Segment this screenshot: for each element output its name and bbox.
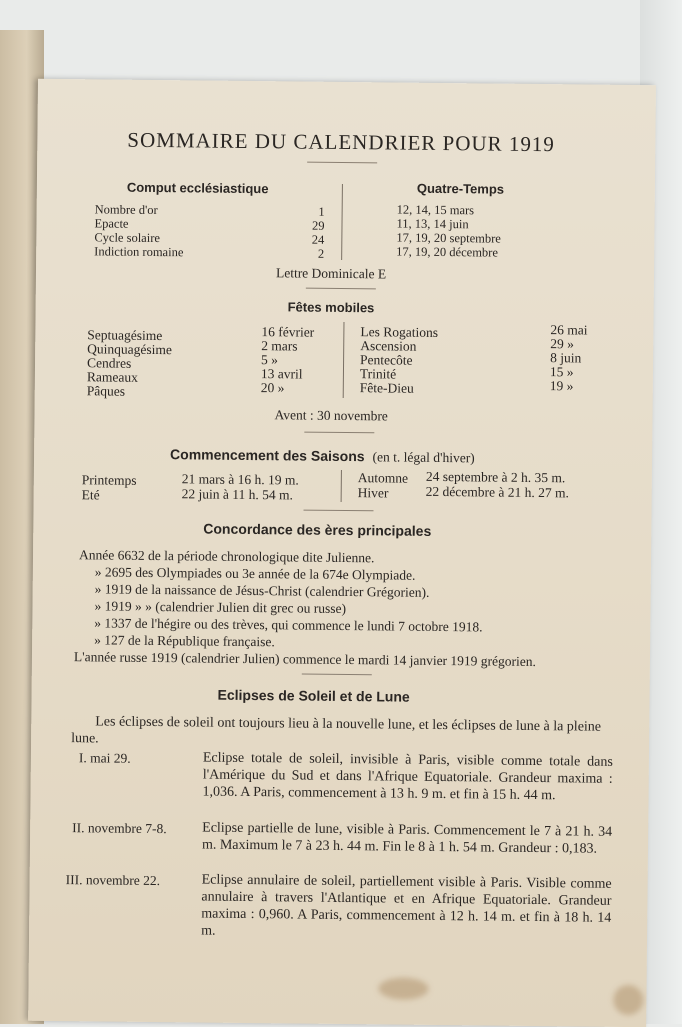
comput-label: Indiction romaine xyxy=(94,244,184,260)
comput-heading: Comput ecclésiastique xyxy=(126,179,269,197)
comput-value: 24 xyxy=(311,232,325,247)
quatre-temps-heading: Quatre-Temps xyxy=(416,180,505,197)
column-divider xyxy=(341,470,342,502)
saisons-heading-row xyxy=(170,446,475,467)
season-label: Hiver xyxy=(357,485,389,501)
fete-date: 5 » xyxy=(261,352,279,368)
avent-date: Avent : 30 novembre xyxy=(274,407,388,424)
comput-label: Nombre d'or xyxy=(94,202,158,218)
concordance-line: » 1919 » » (calendrier Julien dit grec ou russe) xyxy=(94,598,347,617)
fete-label: Ascension xyxy=(360,338,417,354)
divider xyxy=(307,162,377,164)
concordance-line: » 1337 de l'hégire ou des trèves, qui commence le lundi 7 octobre 1918. xyxy=(94,615,483,635)
eclipse-text: Eclipse annulaire de soleil, partiellement visible à Paris. Visible comme annulaire à travers l'Atlantique et en Afrique Equatoriale. Grandeur maxima : 0,960. A Paris, commencement à 12 h. 14 m. et fin à 18 h. 14 m. xyxy=(201,872,612,939)
fete-label: Fête-Dieu xyxy=(359,380,414,396)
eclipse-date: III. novembre 22. xyxy=(65,872,161,889)
concordance-line: » 2695 des Olympiades ou 3e année de la 674e Olympiade. xyxy=(94,564,416,583)
comput-label: Cycle solaire xyxy=(94,230,161,246)
page-title: SOMMAIRE DU CALENDRIER POUR 1919 xyxy=(127,127,556,157)
eclipse-date: I. mai 29. xyxy=(78,750,131,766)
fete-date: 19 » xyxy=(549,378,574,394)
fete-label: Trinité xyxy=(359,366,397,382)
quatre-temps-date: 17, 19, 20 décembre xyxy=(396,244,498,260)
eclipse-text: Eclipse totale de soleil, invisible à Paris, visible comme totale dans l'Amérique du Sud et dans l'Afrique Equatoriale. Grandeur maxima : 1,036. A Paris, commencement à 13 h. 9 m. et fin à 15 h. 44 m. xyxy=(202,750,613,804)
fete-date: 13 avril xyxy=(260,366,303,382)
saisons-note: (en t. légal d'hiver) xyxy=(372,449,475,466)
fete-date: 15 » xyxy=(549,364,574,380)
paper-stain xyxy=(613,985,643,1015)
saisons-heading: Commencement des Saisons xyxy=(170,446,365,465)
column-divider xyxy=(343,322,345,398)
divider xyxy=(302,674,372,676)
quatre-temps-date: 12, 14, 15 mars xyxy=(396,202,475,218)
divider xyxy=(304,432,374,434)
lettre-dominicale: Lettre Dominicale E xyxy=(275,265,387,282)
fete-label: Quinquagésime xyxy=(87,341,173,358)
concordance-heading: Concordance des ères principales xyxy=(203,520,432,539)
fete-date: 20 » xyxy=(260,380,285,396)
quatre-temps-date: 11, 13, 14 juin xyxy=(396,216,469,232)
fete-date: 8 juin xyxy=(550,350,582,366)
eclipses-intro: Les éclipses de soleil ont toujours lieu à la nouvelle lune, et les éclipses de lune à la pleine lune. xyxy=(71,714,602,747)
column-divider xyxy=(341,184,343,260)
fete-label: Pentecôte xyxy=(360,352,413,368)
fete-label: Les Rogations xyxy=(360,324,439,340)
comput-label: Epacte xyxy=(94,216,129,231)
fete-label: Pâques xyxy=(86,383,126,399)
fete-label: Cendres xyxy=(86,355,132,371)
concordance-line: » 1919 de la naissance de Jésus-Christ (calendrier Grégorien). xyxy=(94,581,430,600)
concordance-line: » 127 de la République française. xyxy=(94,632,275,650)
comput-value: 1 xyxy=(318,204,325,219)
fete-date: 29 » xyxy=(550,336,574,352)
eclipse-date: II. novembre 7-8. xyxy=(72,820,167,837)
season-value: 21 mars à 16 h. 19 m. xyxy=(181,471,299,488)
season-value: 22 décembre à 21 h. 27 m. xyxy=(425,483,570,501)
eclipse-text: Eclipse partielle de lune, visible à Paris. Commencement le 7 à 21 h. 34 m. Maximum le 7 à 23 h. 44 m. Fin le 8 à 1 h. 54 m. Grandeur : 0,183. xyxy=(201,820,613,857)
almanac-page xyxy=(28,79,656,1027)
season-value: 24 septembre à 2 h. 35 m. xyxy=(425,468,566,486)
fete-date: 16 février xyxy=(261,324,315,340)
concordance-line: Année 6632 de la période chronologique dite Julienne. xyxy=(78,547,375,566)
divider xyxy=(306,288,376,290)
fete-label: Septuagésime xyxy=(87,327,163,344)
fetes-heading: Fêtes mobiles xyxy=(287,299,375,316)
season-value: 22 juin à 11 h. 54 m. xyxy=(181,486,294,503)
comput-value: 29 xyxy=(311,218,325,233)
fete-label: Rameaux xyxy=(86,369,138,385)
fete-date: 2 mars xyxy=(261,338,298,354)
comput-value: 2 xyxy=(317,246,325,261)
concordance-line: L'année russe 1919 (calendrier Julien) commence le mardi 14 janvier 1919 grégorien. xyxy=(73,649,537,670)
divider xyxy=(304,510,374,512)
season-label: Printemps xyxy=(81,472,137,488)
eclipses-heading: Eclipses de Soleil et de Lune xyxy=(217,686,410,705)
season-label: Automne xyxy=(357,470,409,486)
quatre-temps-date: 17, 19, 20 septembre xyxy=(396,230,501,246)
paper-stain xyxy=(378,977,428,1000)
season-label: Eté xyxy=(81,487,100,503)
fete-date: 26 mai xyxy=(550,322,588,338)
